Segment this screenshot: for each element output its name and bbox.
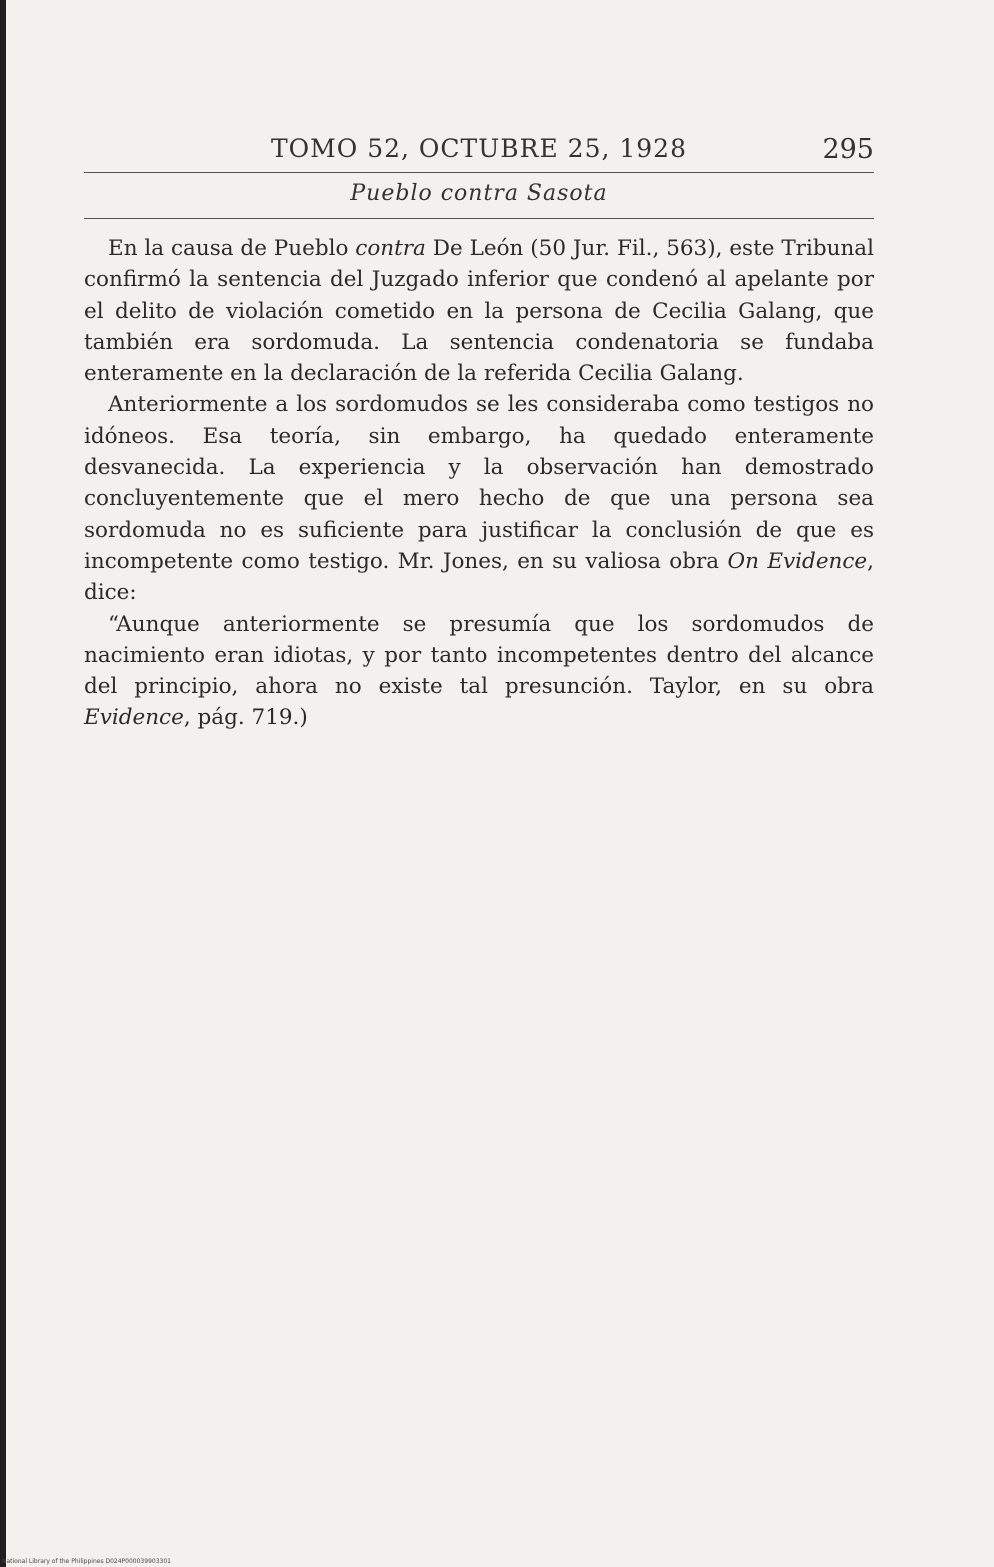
scan-edge [0,0,6,1567]
running-head [84,128,874,172]
paragraph: Anteriormente a los sordomudos se les consideraba como testigos no idóneos. Esa teoría, sin embargo, ha quedado enteramente desvanecida. La experiencia y la observación han demostrado concluyentemente que el mero hecho de que una persona sea sordomuda no es suficiente para justificar la conclusión de que es incompetente como testigo. Mr. Jones, en su valiosa obra On Evidence, dice: [84,392,874,606]
document-page [84,128,874,734]
volume-date-title: TOMO 52, OCTUBRE 25, 1928 [270,134,687,163]
header-rule-bottom [84,218,874,219]
library-credit: National Library of the Philippines D024P000039903301 [2,1558,171,1565]
case-title: Pueblo contra Sasota [350,181,608,206]
body-text [84,233,874,734]
quoted-paragraph: “Aunque anteriormente se presumía que los sordomudos de nacimiento eran idiotas, y por tanto incompetentes dentro del alcance del principio, ahora no existe tal presunción. Taylor, en su obra Evidence, pág. 719.) [84,611,874,731]
paragraph: En la causa de Pueblo contra De León (50 Jur. Fil., 563), este Tribunal confirmó la sentencia del Juzgado inferior que condenó al apelante por el delito de violación cometido en la persona de Cecilia Galang, que también era sordomuda. La sentencia condenatoria se fundaba enteramente en la declaración de la referida Cecilia Galang. [84,236,874,387]
page-number: 295 [822,134,874,165]
